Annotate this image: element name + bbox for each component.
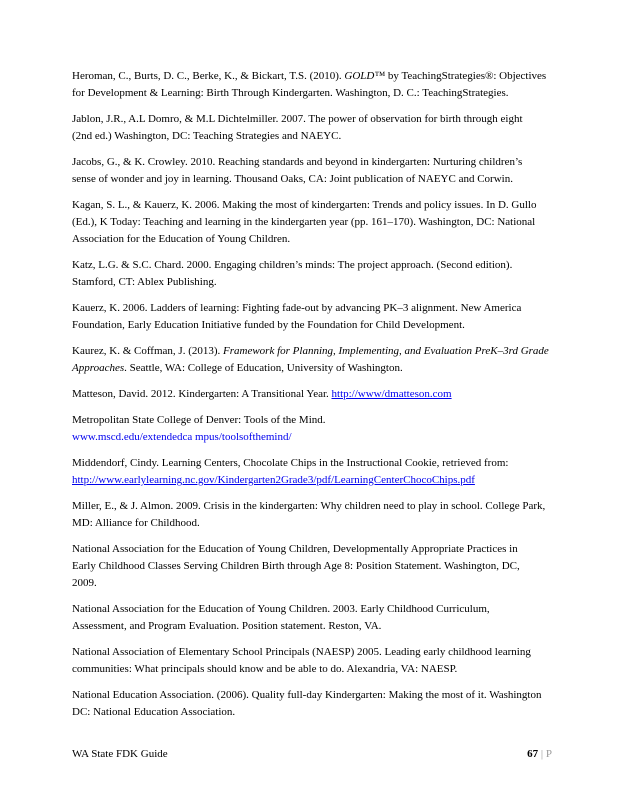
reference-line	[72, 472, 552, 489]
reference-line	[72, 455, 552, 472]
italic-title: Framework for Planning, Implementing, and Evaluation PreK–3rd Grade	[223, 345, 549, 357]
reference-line	[72, 317, 552, 334]
reference-line	[72, 154, 552, 171]
reference-text: Middendorf, Cindy. Learning Centers, Chocolate Chips in the Instructional Cookie, retrieved from:	[72, 457, 509, 469]
reference-text: sense of wonder and joy in learning. Thousand Oaks, CA: Joint publication of NAEYC and Corwin.	[72, 173, 513, 185]
reference-text: National Association for the Education of Young Children. 2003. Early Childhood Curriculum,	[72, 603, 490, 615]
reference-text: Kauerz, K. 2006. Ladders of learning: Fighting fade-out by advancing PK–3 alignment. New America	[72, 302, 522, 314]
reference-line	[72, 360, 552, 377]
reference-text: National Association of Elementary School Principals (NAESP) 2005. Leading early childhood learning	[72, 646, 531, 658]
reference-line	[72, 214, 552, 231]
reference-text: Katz, L.G. & S.C. Chard. 2000. Engaging children’s minds: The project approach. (Second edition).	[72, 259, 513, 271]
reference-entry	[72, 601, 552, 635]
reference-text: (Ed.), K Today: Teaching and learning in the kindergarten year (pp. 161–170). Washington, DC: National	[72, 216, 536, 228]
reference-text: DC: National Education Association.	[72, 706, 236, 718]
reference-entry	[72, 300, 552, 334]
reference-line	[72, 575, 552, 592]
reference-link[interactable]: http://www.earlylearning.nc.gov/Kindergarten2Grade3/pdf/LearningCenterChocoChips.pdf	[72, 474, 475, 486]
reference-text: Metropolitan State College of Denver: Tools of the Mind.	[72, 414, 326, 426]
footer-page-label	[527, 748, 552, 760]
reference-line	[72, 343, 552, 360]
reference-link[interactable]: http://www/dmatteson.com	[331, 388, 452, 400]
footer-title: WA State FDK Guide	[72, 748, 168, 760]
reference-entry	[72, 257, 552, 291]
footer-separator: |	[538, 748, 546, 760]
reference-text: Kagan, S. L., & Kauerz, K. 2006. Making the most of kindergarten: Trends and policy issues. In D. Gullo	[72, 199, 537, 211]
page-number: 67	[527, 748, 539, 760]
reference-text: (2nd ed.) Washington, DC: Teaching Strategies and NAEYC.	[72, 130, 342, 142]
reference-entry	[72, 343, 552, 377]
reference-entry	[72, 498, 552, 532]
reference-text: 2009.	[72, 577, 97, 589]
reference-line	[72, 128, 552, 145]
reference-text: by TeachingStrategies®: Objectives	[385, 70, 547, 82]
reference-entry	[72, 687, 552, 721]
reference-line	[72, 274, 552, 291]
reference-text: Matteson, David. 2012. Kindergarten: A Transitional Year.	[72, 388, 332, 400]
reference-line	[72, 687, 552, 704]
reference-line	[72, 644, 552, 661]
reference-line	[72, 197, 552, 214]
reference-line	[72, 541, 552, 558]
reference-entry	[72, 154, 552, 188]
reference-line	[72, 68, 552, 85]
reference-link[interactable]: www.mscd.edu/extendedca mpus/toolsofthemind/	[72, 431, 292, 443]
reference-entry	[72, 386, 552, 403]
reference-text: Foundation, Early Education Initiative funded by the Foundation for Child Development.	[72, 319, 465, 331]
reference-text: National Education Association. (2006). Quality full-day Kindergarten: Making the most of it. Washington	[72, 689, 542, 701]
reference-entry	[72, 68, 552, 102]
italic-title: Approaches	[72, 362, 125, 374]
italic-title: GOLD™	[344, 70, 386, 82]
reference-entry	[72, 197, 552, 248]
reference-line	[72, 85, 552, 102]
reference-entry	[72, 455, 552, 489]
reference-text: Jacobs, G., & K. Crowley. 2010. Reaching standards and beyond in kindergarten: Nurturing children’s	[72, 156, 523, 168]
reference-entry	[72, 412, 552, 446]
reference-line	[72, 558, 552, 575]
reference-text: communities: What principals should know and be able to do. Alexandria, VA: NAESP.	[72, 663, 458, 675]
reference-text: for Development & Learning: Birth Through Kindergarten. Washington, D. C.: TeachingStrategies.	[72, 87, 509, 99]
reference-entry	[72, 541, 552, 592]
reference-text: Heroman, C., Burts, D. C., Berke, K., & Bickart, T.S. (2010).	[72, 70, 345, 82]
reference-text: MD: Alliance for Childhood.	[72, 517, 200, 529]
reference-list	[72, 68, 552, 730]
reference-line	[72, 386, 552, 403]
reference-line	[72, 412, 552, 429]
reference-text: Association for the Education of Young Children.	[72, 233, 291, 245]
reference-text: Early Childhood Classes Serving Children Birth through Age 8: Position Statement. Washington, DC,	[72, 560, 520, 572]
reference-line	[72, 111, 552, 128]
reference-entry	[72, 644, 552, 678]
reference-text: National Association for the Education of Young Children, Developmentally Appropriate Practices in	[72, 543, 518, 555]
reference-line	[72, 231, 552, 248]
reference-text: Kaurez, K. & Coffman, J. (2013).	[72, 345, 224, 357]
reference-line	[72, 661, 552, 678]
reference-line	[72, 704, 552, 721]
reference-text: . Seattle, WA: College of Education, University of Washington.	[124, 362, 403, 374]
reference-line	[72, 498, 552, 515]
reference-line	[72, 171, 552, 188]
reference-text: Jablon, J.R., A.L Domro, & M.L Dichtelmiller. 2007. The power of observation for birth through eight	[72, 113, 523, 125]
reference-line	[72, 300, 552, 317]
reference-line	[72, 515, 552, 532]
reference-line	[72, 618, 552, 635]
reference-text: Assessment, and Program Evaluation. Position statement. Reston, VA.	[72, 620, 382, 632]
footer-page-letter: P	[545, 748, 552, 760]
reference-line	[72, 257, 552, 274]
reference-text: Miller, E., & J. Almon. 2009. Crisis in the kindergarten: Why children need to play in school. College Park,	[72, 500, 546, 512]
page-footer	[72, 744, 552, 764]
reference-text: Stamford, CT: Ablex Publishing.	[72, 276, 217, 288]
reference-line	[72, 429, 552, 446]
reference-line	[72, 601, 552, 618]
reference-entry	[72, 111, 552, 145]
